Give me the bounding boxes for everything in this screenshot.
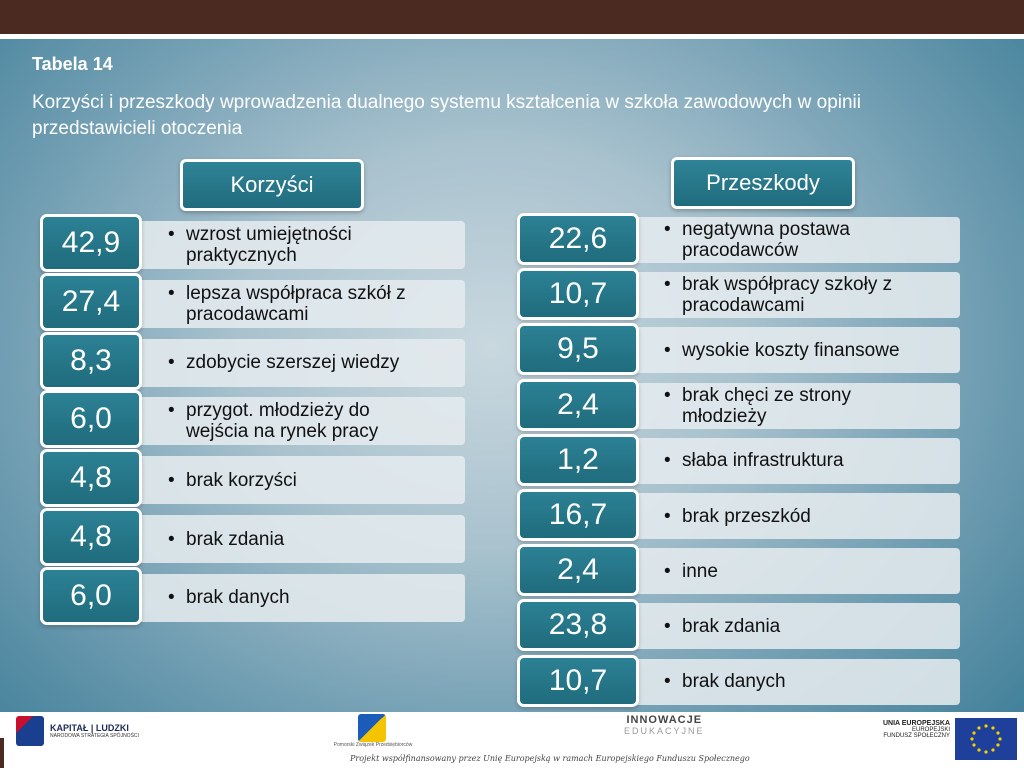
obstacles-item-label: inne <box>682 560 718 582</box>
bullet-icon: • <box>664 505 671 527</box>
kapital-ludzki-icon <box>16 716 44 746</box>
benefits-item-value: 8,3 <box>40 332 142 390</box>
eu-logo-text <box>856 720 950 739</box>
top-bar <box>0 0 1024 34</box>
benefits-item-label: brak zdania <box>186 528 285 550</box>
obstacles-item-value: 23,8 <box>517 599 639 651</box>
obstacles-item-bar <box>620 272 960 318</box>
benefits-item-value: 4,8 <box>40 449 142 507</box>
bullet-icon: • <box>168 282 175 304</box>
partner-icon <box>358 714 386 742</box>
benefits-item-bar <box>120 280 465 328</box>
bullet-icon: • <box>168 224 175 245</box>
bullet-icon: • <box>168 400 175 422</box>
obstacles-item-bar <box>620 659 960 705</box>
benefits-item-value: 42,9 <box>40 214 142 272</box>
table-label: Tabela 14 <box>32 54 113 74</box>
innowacje-line2: EDUKACYJNE <box>624 726 705 736</box>
bullet-icon: • <box>664 219 671 240</box>
bullet-icon: • <box>168 469 175 491</box>
bullet-icon: • <box>664 450 671 472</box>
benefits-item-bar <box>120 456 465 504</box>
obstacles-item-value: 9,5 <box>517 323 639 375</box>
obstacles-item-value: 22,6 <box>517 213 639 265</box>
obstacles-item-label: słaba infrastruktura <box>682 450 844 472</box>
benefits-item-value: 6,0 <box>40 390 142 448</box>
bullet-icon: • <box>664 339 671 361</box>
bullet-icon: • <box>664 671 671 693</box>
benefits-item-bar <box>120 574 465 622</box>
partner-logo <box>328 714 418 754</box>
obstacles-item-value: 2,4 <box>517 379 639 431</box>
eu-flag-icon <box>955 718 1017 760</box>
obstacles-header: Przeszkody <box>671 157 855 209</box>
obstacles-item-bar <box>620 438 960 484</box>
obstacles-item-label: brak współpracy szkoły z pracodawcami <box>682 274 893 317</box>
obstacles-item-bar <box>620 327 960 373</box>
obstacles-item-label: brak zdania <box>682 615 781 637</box>
eu-line3: FUNDUSZ SPOŁECZNY <box>883 733 950 739</box>
bullet-icon: • <box>168 528 175 550</box>
obstacles-item-value: 10,7 <box>517 655 639 707</box>
benefits-item-label: brak korzyści <box>186 469 297 491</box>
top-divider <box>0 34 1024 39</box>
partner-logo-text: Pomorski Związek Przedsiębiorców <box>333 742 413 748</box>
benefits-item-label: zdobycie szerszej wiedzy <box>186 352 400 374</box>
kapital-ludzki-subtitle: NARODOWA STRATEGIA SPÓJNOŚCI <box>50 733 139 739</box>
bullet-icon: • <box>664 615 671 637</box>
benefits-item-label: wzrost umiejętności praktycznych <box>186 224 352 266</box>
obstacles-item-value: 16,7 <box>517 489 639 541</box>
benefits-header: Korzyści <box>180 159 364 211</box>
obstacles-item-label: wysokie koszty finansowe <box>682 339 900 361</box>
obstacles-item-bar <box>620 493 960 539</box>
benefits-item-label: brak danych <box>186 587 290 609</box>
obstacles-item-bar <box>620 548 960 594</box>
benefits-item-bar <box>120 515 465 563</box>
benefits-item-bar <box>120 397 465 445</box>
obstacles-item-value: 1,2 <box>517 434 639 486</box>
benefits-item-value: 27,4 <box>40 273 142 331</box>
eu-line2: EUROPEJSKI <box>911 727 950 733</box>
obstacles-item-label: brak chęci ze strony młodzieży <box>682 384 851 427</box>
obstacles-item-bar <box>620 383 960 429</box>
benefits-item-value: 4,8 <box>40 508 142 566</box>
benefits-item-label: przygot. młodzieży do wejścia na rynek pracy <box>186 400 379 443</box>
innowacje-line1: INNOWACJE <box>626 714 703 726</box>
obstacles-item-bar <box>620 603 960 649</box>
benefits-item-label: lepsza współpraca szkół z pracodawcami <box>186 282 406 325</box>
obstacles-item-label: brak danych <box>682 671 786 693</box>
eu-line1: UNIA EUROPEJSKA <box>882 720 950 727</box>
obstacles-item-value: 10,7 <box>517 268 639 320</box>
bullet-icon: • <box>168 587 175 609</box>
kapital-ludzki-logo <box>16 716 139 746</box>
bullet-icon: • <box>664 384 671 406</box>
obstacles-item-label: brak przeszkód <box>682 505 811 527</box>
slide-subtitle: Korzyści i przeszkody wprowadzenia dualnego systemu kształcenia w szkoła zawodowych w opinii przedstawicieli otoczenia <box>32 92 861 139</box>
footer-note: Projekt współfinansowany przez Unię Europejską w ramach Europejskiego Funduszu Społecznego <box>350 754 750 763</box>
obstacles-item-value: 2,4 <box>517 544 639 596</box>
benefits-item-value: 6,0 <box>40 567 142 625</box>
bullet-icon: • <box>664 274 671 296</box>
benefits-item-bar <box>120 221 465 269</box>
innowacje-logo <box>624 714 705 736</box>
bullet-icon: • <box>664 560 671 582</box>
obstacles-item-bar <box>620 217 960 263</box>
obstacles-item-label: negatywna postawa pracodawców <box>682 219 850 261</box>
benefits-item-bar <box>120 339 465 387</box>
bullet-icon: • <box>168 352 175 374</box>
kapital-ludzki-title: KAPITAŁ | LUDZKI <box>50 723 129 733</box>
footer-accent <box>0 738 4 768</box>
